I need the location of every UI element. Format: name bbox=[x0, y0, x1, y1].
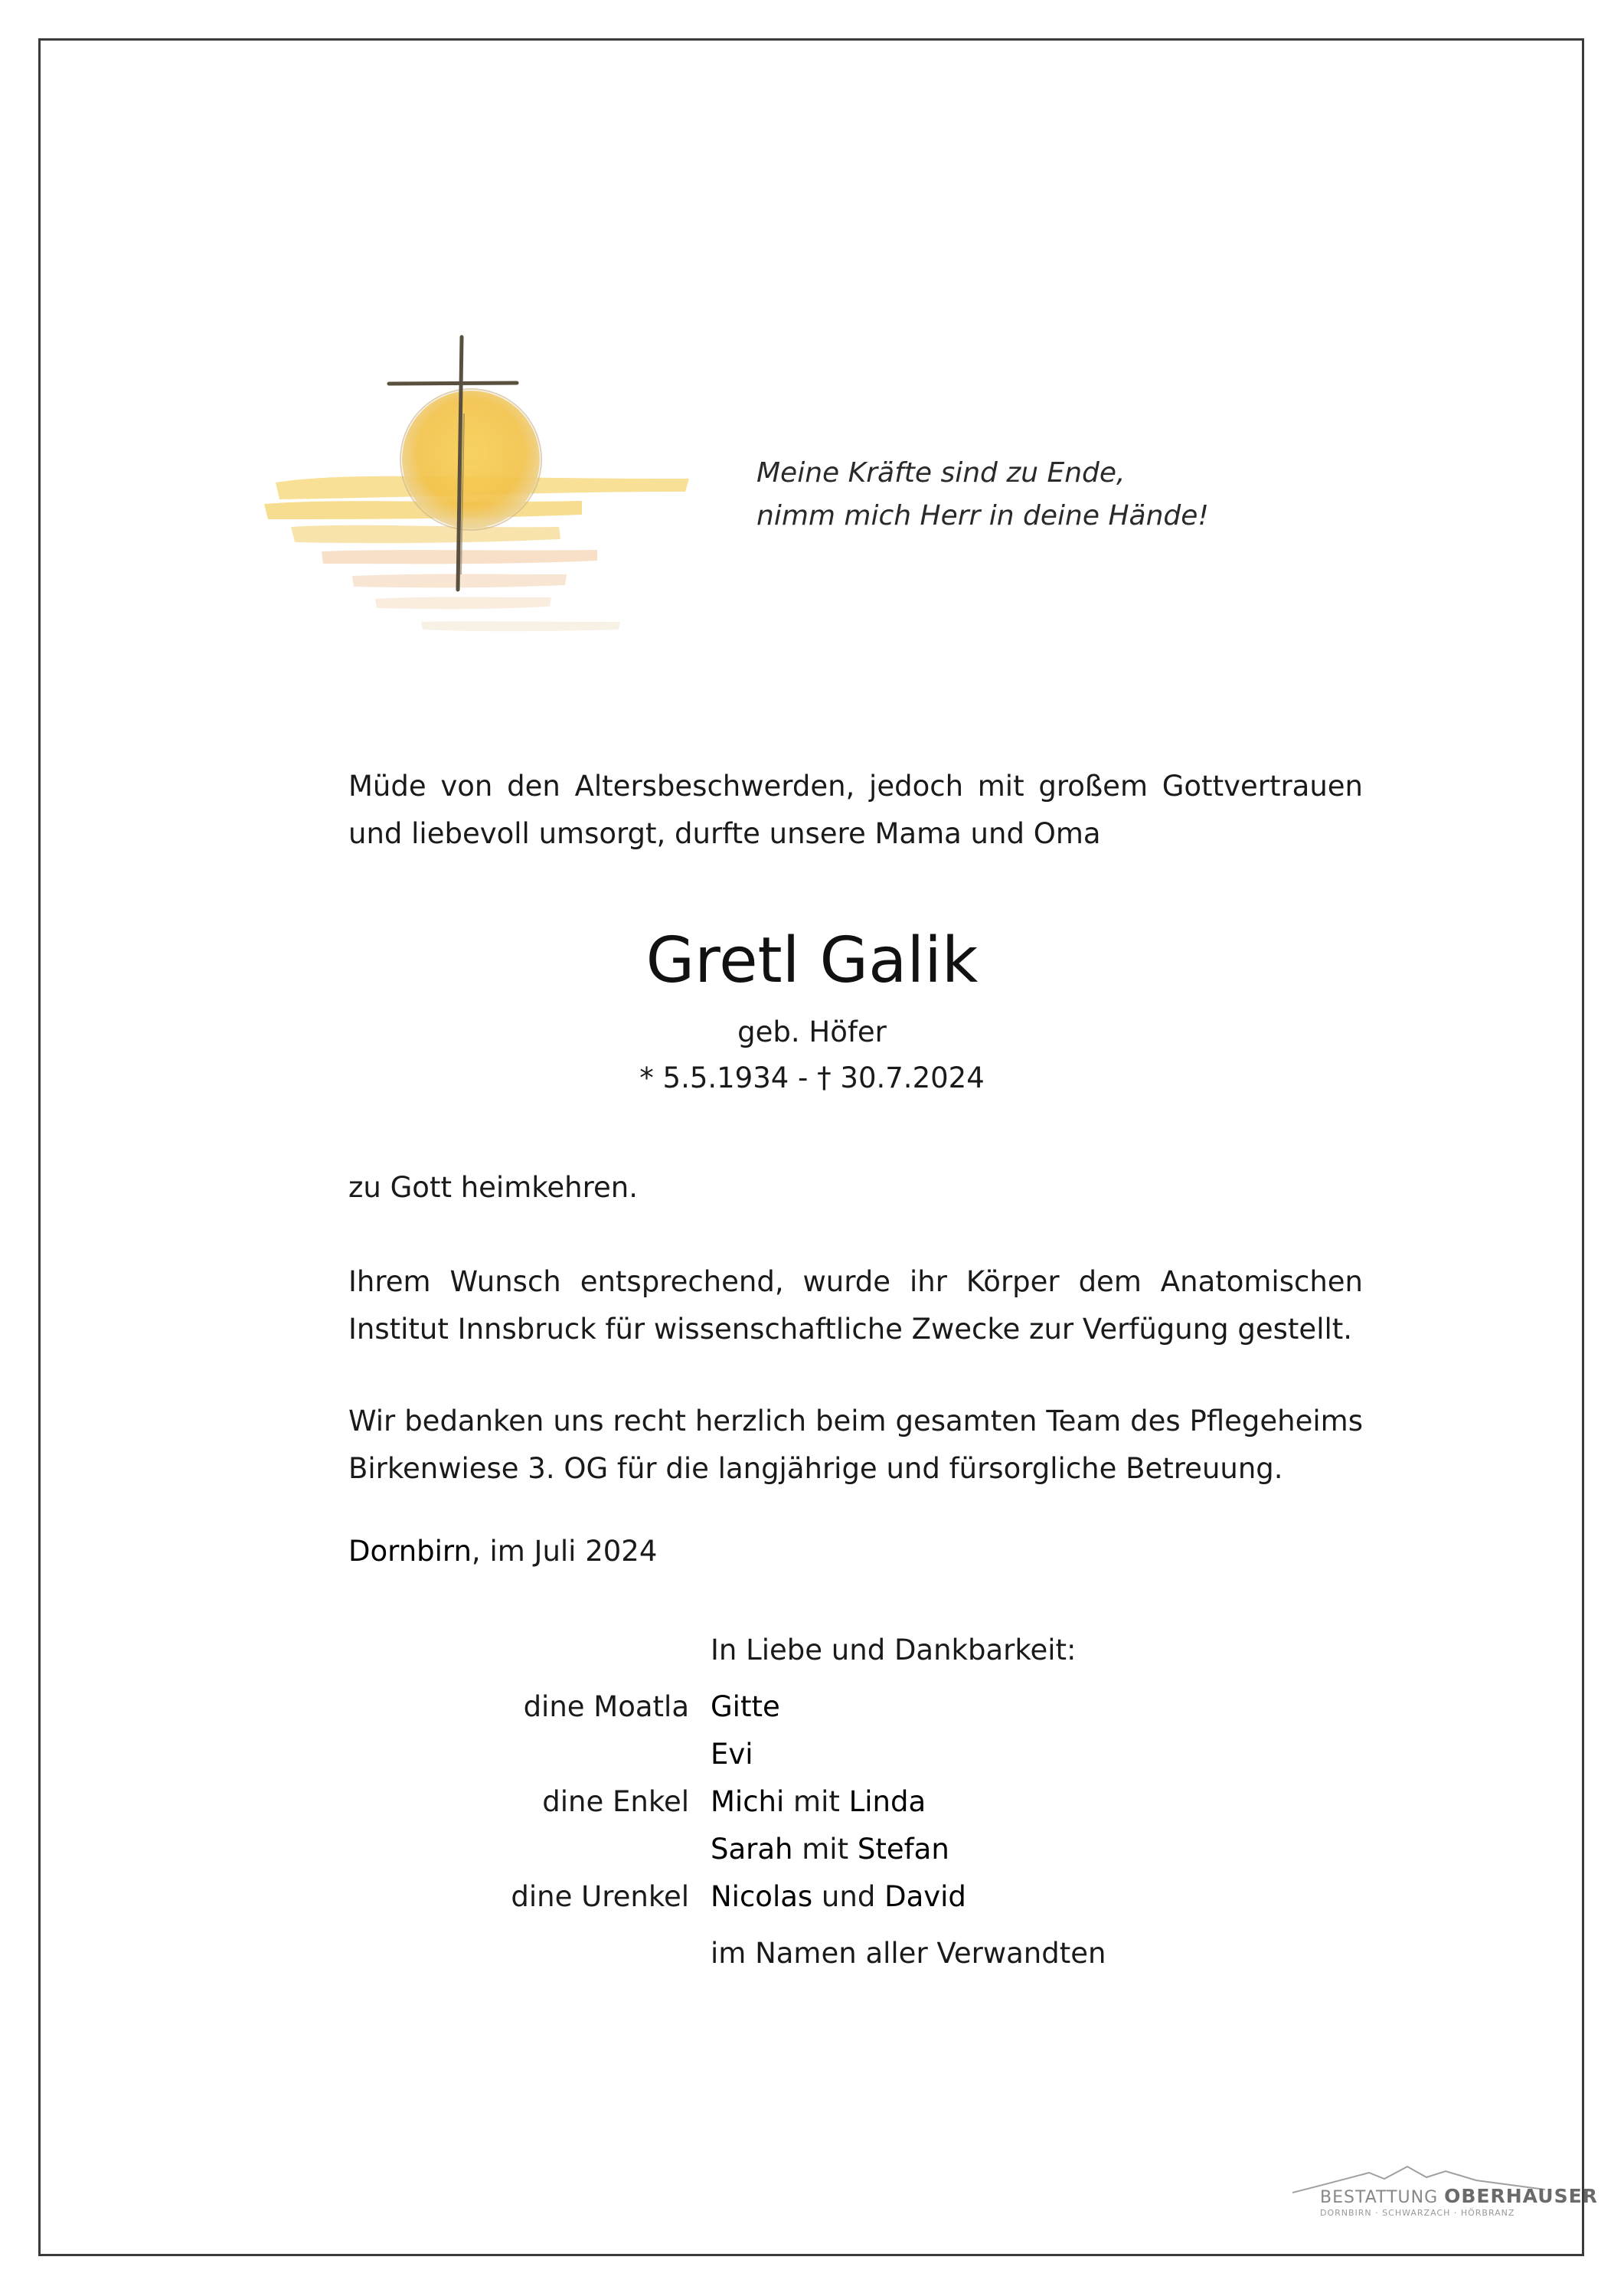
relative-name: Gitte bbox=[711, 1690, 780, 1723]
footer-note: im Namen aller Verwandten bbox=[711, 1937, 1106, 1970]
relative-row bbox=[0, 1731, 1624, 1778]
relative-row bbox=[0, 1778, 1624, 1826]
maiden-name: geb. Höfer bbox=[737, 1016, 887, 1048]
life-dates: * 5.5.1934 - † 30.7.2024 bbox=[639, 1061, 985, 1094]
logo-text bbox=[1320, 2185, 1598, 2207]
return-paragraph: zu Gott heimkehren. bbox=[348, 1171, 638, 1204]
relative-connector: und bbox=[812, 1880, 885, 1913]
relative-name: Stefan bbox=[857, 1833, 949, 1866]
relative-names bbox=[711, 1826, 949, 1873]
logo-prefix: BESTATTUNG bbox=[1320, 2188, 1445, 2207]
place-city: Dornbirn bbox=[348, 1535, 472, 1568]
relative-row bbox=[0, 1826, 1624, 1873]
relative-label: dine Urenkel bbox=[511, 1880, 689, 1913]
closing-line: In Liebe und Dankbarkeit: bbox=[711, 1634, 1077, 1666]
logo-name: OBERHAUSER bbox=[1444, 2185, 1598, 2207]
relative-name: Linda bbox=[848, 1785, 926, 1818]
relative-name: Evi bbox=[711, 1738, 753, 1771]
relative-row bbox=[0, 1873, 1624, 1921]
relative-label: dine Moatla bbox=[523, 1690, 689, 1723]
place-date: , im Juli 2024 bbox=[471, 1535, 658, 1568]
wish-paragraph: Ihrem Wunsch entsprechend, wurde ihr Körper dem Anatomischen Institut Innsbruck für wissenschaftliche Zwecke zur Verfügung gestellt. bbox=[348, 1265, 1363, 1346]
relative-connector: mit bbox=[784, 1785, 849, 1818]
relative-label: dine Enkel bbox=[542, 1785, 689, 1818]
logo-subtitle: DORNBIRN · SCHWARZACH · HÖRBRANZ bbox=[1320, 2208, 1515, 2218]
verse-line-2: nimm mich Herr in deine Hände! bbox=[756, 500, 1209, 531]
verse bbox=[756, 452, 1369, 538]
relative-name: David bbox=[884, 1880, 966, 1913]
place-date-line bbox=[348, 1528, 1363, 1575]
deceased-name: Gretl Galik bbox=[645, 924, 979, 997]
funeral-home-logo bbox=[1292, 2164, 1598, 2225]
relative-names bbox=[711, 1683, 780, 1731]
relative-name: Sarah bbox=[711, 1833, 793, 1866]
relative-connector: mit bbox=[792, 1833, 858, 1866]
relative-row bbox=[0, 1683, 1624, 1731]
cross-with-sun-icon bbox=[260, 322, 689, 659]
relative-names bbox=[711, 1778, 926, 1826]
relative-names bbox=[711, 1873, 966, 1921]
relative-names bbox=[711, 1731, 753, 1778]
verse-line-1: Meine Kräfte sind zu Ende, bbox=[756, 457, 1126, 489]
relative-name: Nicolas bbox=[711, 1880, 813, 1913]
intro-paragraph: Müde von den Altersbeschwerden, jedoch mit großem Gottvertrauen und liebevoll umsorgt, durfte unsere Mama und Oma bbox=[348, 770, 1363, 850]
relative-name: Michi bbox=[711, 1785, 785, 1818]
thanks-paragraph: Wir bedanken uns recht herzlich beim gesamten Team des Pflegeheims Birkenwiese 3. OG für die langjährige und fürsorgliche Betreuung. bbox=[348, 1405, 1363, 1485]
